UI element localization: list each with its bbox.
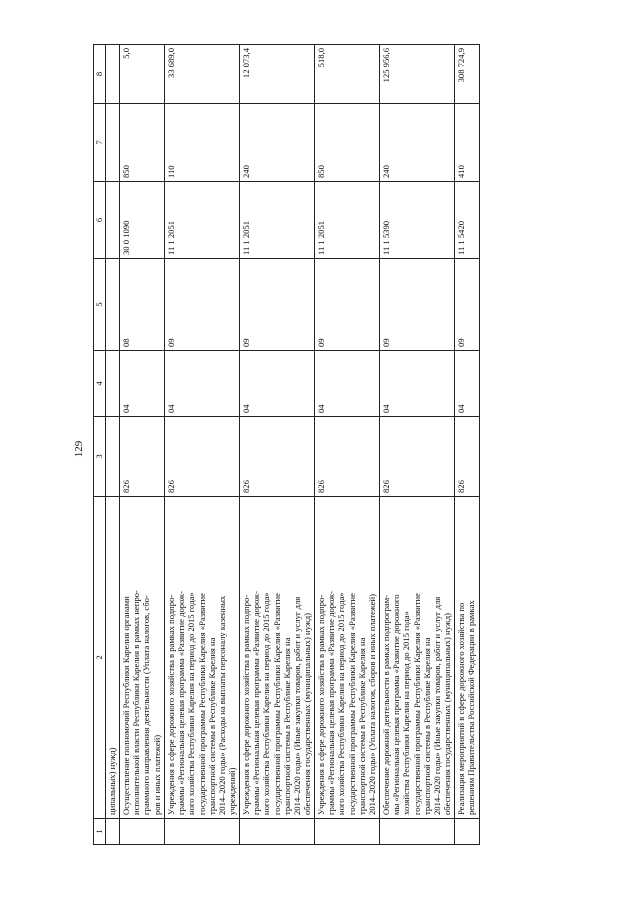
row-description: Осуществление полномочий Республики Карелия органами исполнительной власти Республики Карелия в рамках непро- граммного направления деятельности (Уплата налогов, сбо- ров и иных платежей) <box>120 497 165 819</box>
row-amount: 125 956,6 <box>380 45 455 104</box>
row-description: Учреждения в сфере дорожного хозяйства в рамках подпро- граммы «Региональная целевая программа «Развитие дорож- ного хозяйства Республики Карелия на период до 2015 года» государственной программы Республики Карелия «Развитие транспортной системы в Республике Карелия на 2014–2020 годы» (Иные закупки товаров, работ и услуг для обеспечения государственных (муниципальных) нужд) <box>240 497 315 819</box>
row-code-3: 826 <box>165 417 240 497</box>
column-header: 1 <box>94 819 106 845</box>
row-amount: 518,0 <box>315 45 380 104</box>
row-code-6: 11 1 2051 <box>165 182 240 259</box>
budget-table <box>93 44 480 845</box>
row-amount: 33 689,0 <box>165 45 240 104</box>
table-row <box>120 45 165 845</box>
row-description: Учреждения в сфере дорожного хозяйства в рамках подпро- граммы «Региональная целевая программа «Развитие дорож- ного хозяйства Республики Карелия на период до 2015 года» государственной программы Республики Карелия «Развитие транспортной системы в Республике Карелия на 2014–2020 годы» (Расходы на выплаты персоналу казенных учреждений) <box>165 497 240 819</box>
row-code-6: 11 1 5420 <box>455 182 480 259</box>
table-row <box>240 45 315 845</box>
row-code-5: 09 <box>455 259 480 351</box>
row-code-6: 11 1 2051 <box>315 182 380 259</box>
row-code-4: 04 <box>165 351 240 417</box>
row-code-3: 826 <box>455 417 480 497</box>
row-description: Реализация мероприятий в сфере дорожного хозяйства по решениям Правительства Российской Федерации в рамках <box>455 497 480 819</box>
row-code-5: 08 <box>120 259 165 351</box>
column-header: 3 <box>94 417 106 497</box>
row-code-4: 04 <box>315 351 380 417</box>
row-code-5: 09 <box>165 259 240 351</box>
row-amount: 12 073,4 <box>240 45 315 104</box>
row-code-3: 826 <box>315 417 380 497</box>
row-code-3: 826 <box>240 417 315 497</box>
column-header: 6 <box>94 182 106 259</box>
row-code-7: 240 <box>240 104 315 182</box>
column-header: 4 <box>94 351 106 417</box>
row-code-6: 11 1 5390 <box>380 182 455 259</box>
row-code-4: 04 <box>120 351 165 417</box>
table-row <box>165 45 240 845</box>
row-code-4: 04 <box>380 351 455 417</box>
row-code-4: 04 <box>455 351 480 417</box>
column-header: 2 <box>94 497 106 819</box>
page-number: 129 <box>73 440 85 458</box>
row-amount: 5,0 <box>120 45 165 104</box>
column-header: 8 <box>94 45 106 104</box>
row-code-4: 04 <box>240 351 315 417</box>
table-row <box>455 45 480 845</box>
row-code-7: 850 <box>120 104 165 182</box>
column-header: 7 <box>94 104 106 182</box>
row-code-7: 110 <box>165 104 240 182</box>
row-code-6: 30 0 1090 <box>120 182 165 259</box>
row-code-5: 09 <box>315 259 380 351</box>
row-code-6: 11 1 2051 <box>240 182 315 259</box>
row-code-7: 410 <box>455 104 480 182</box>
intro-text: ципальных) нужд) <box>106 497 120 819</box>
table-row <box>380 45 455 845</box>
column-header: 5 <box>94 259 106 351</box>
table-row <box>106 45 120 845</box>
row-description: Обеспечение дорожной деятельности в рамках подпрограм- мы «Региональная целевая программа «Развитие дорожного хозяйства Республики Карелия на период до 2015 года» государственной программы Республики Карелия «Развитие транспортной системы в Республике Карелия на 2014–2020 годы» (Иные закупки товаров, работ и услуг для обеспечения государственных (муниципальных) нужд) <box>380 497 455 819</box>
row-code-7: 240 <box>380 104 455 182</box>
table-row <box>315 45 380 845</box>
row-code-3: 826 <box>120 417 165 497</box>
row-code-3: 826 <box>380 417 455 497</box>
row-code-7: 850 <box>315 104 380 182</box>
row-code-5: 09 <box>240 259 315 351</box>
header-row <box>94 45 106 845</box>
row-amount: 308 724,9 <box>455 45 480 104</box>
rotated-table-container <box>93 45 573 845</box>
row-description: Учреждения в сфере дорожного хозяйства в рамках подпро- граммы «Региональная целевая программа «Развитие дорож- ного хозяйства Республики Карелия на период до 2015 года» государственной программы Республики Карелия «Развитие транспортной системы в Республике Карелия на 2014–2020 годы» (Уплата налогов, сборов и иных платежей) <box>315 497 380 819</box>
row-code-5: 09 <box>380 259 455 351</box>
